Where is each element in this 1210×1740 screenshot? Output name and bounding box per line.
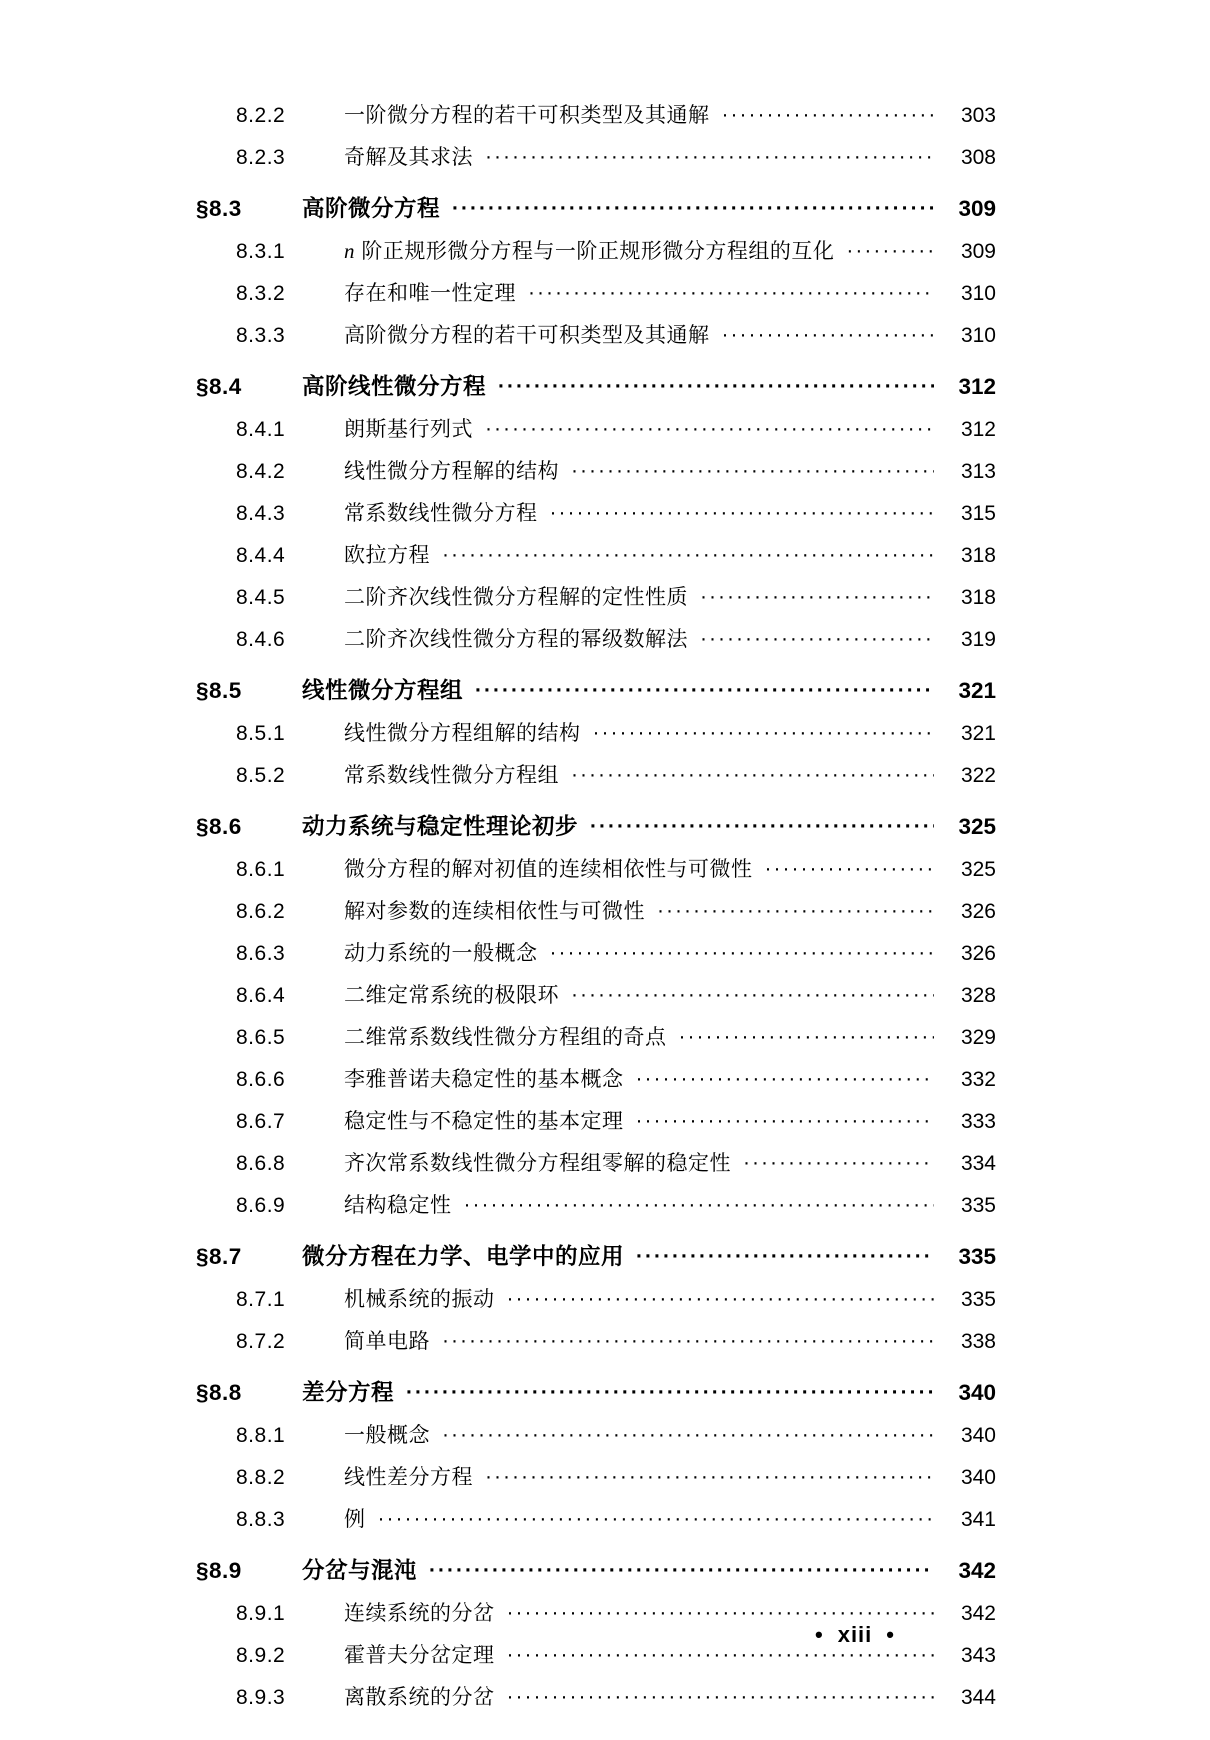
toc-entry-label-rest: 阶正规形微分方程与一阶正规形微分方程组的互化 xyxy=(355,240,835,263)
toc-entry-label: 例 xyxy=(344,1508,366,1531)
toc-entry-page: 321 xyxy=(958,677,996,703)
toc-entry-number: 8.6.2 xyxy=(236,900,286,923)
toc-leader-dots xyxy=(571,985,934,1006)
toc-entry[interactable] xyxy=(196,566,996,608)
toc-entry[interactable] xyxy=(196,1006,996,1048)
toc-leader-dots xyxy=(700,629,934,650)
toc-entry-number: 8.5.2 xyxy=(236,764,286,787)
toc-entry[interactable] xyxy=(196,964,996,1006)
toc-entry[interactable] xyxy=(196,1268,996,1310)
page-folio xyxy=(0,1622,1210,1648)
toc-entry-label: 结构稳定性 xyxy=(344,1194,452,1217)
toc-group-spacer xyxy=(196,1530,996,1540)
toc-entry-page: 322 xyxy=(960,764,996,787)
toc-entry[interactable] xyxy=(196,262,996,304)
toc-entry-page: 340 xyxy=(958,1379,996,1405)
toc-entry-number: §8.4 xyxy=(196,373,242,399)
toc-group-spacer xyxy=(196,1352,996,1362)
toc-leader-dots xyxy=(550,503,935,524)
toc-entry-number: 8.3.2 xyxy=(236,282,286,305)
toc-entry-number: 8.6.1 xyxy=(236,858,286,881)
toc-entry[interactable] xyxy=(196,220,996,262)
toc-entry-number: 8.9.1 xyxy=(236,1602,286,1625)
toc-entry[interactable] xyxy=(196,1666,996,1708)
toc-entry-number: 8.5.1 xyxy=(236,722,286,745)
toc-entry-page: 335 xyxy=(960,1194,996,1217)
toc-leader-dots xyxy=(475,681,934,702)
toc-entry[interactable] xyxy=(196,178,996,220)
toc-entry-label: 连续系统的分岔 xyxy=(344,1602,495,1625)
toc-entry-label: 高阶微分方程 xyxy=(302,195,441,221)
toc-entry-label: 二维定常系统的极限环 xyxy=(344,984,559,1007)
toc-entry[interactable] xyxy=(196,796,996,838)
toc-entry-label: 高阶线性微分方程 xyxy=(302,373,487,399)
toc-leader-dots xyxy=(464,1195,935,1216)
toc-entry-page: 338 xyxy=(960,1330,996,1353)
toc-entry-number: 8.6.6 xyxy=(236,1068,286,1091)
toc-entry-label: 一阶微分方程的若干可积类型及其通解 xyxy=(344,104,710,127)
toc-leader-dots xyxy=(700,587,934,608)
toc-entry-page: 344 xyxy=(960,1686,996,1709)
toc-entry-page: 333 xyxy=(960,1110,996,1133)
toc-leader-dots xyxy=(571,765,934,786)
toc-leader-dots xyxy=(442,1331,934,1352)
toc-entry-label: 离散系统的分岔 xyxy=(344,1686,495,1709)
toc-entry[interactable] xyxy=(196,1488,996,1530)
toc-entry-page: 313 xyxy=(960,460,996,483)
toc-entry-label: 动力系统的一般概念 xyxy=(344,942,538,965)
toc-group-spacer xyxy=(196,786,996,796)
toc-entry[interactable] xyxy=(196,398,996,440)
toc-entry-page: 340 xyxy=(960,1466,996,1489)
toc-entry-page: 318 xyxy=(960,544,996,567)
toc-entry-page: 342 xyxy=(960,1602,996,1625)
toc-entry-label: 高阶微分方程的若干可积类型及其通解 xyxy=(344,324,710,347)
toc-entry-number: §8.8 xyxy=(196,1379,242,1405)
toc-entry-number: 8.8.3 xyxy=(236,1508,286,1531)
toc-leader-dots xyxy=(507,1289,935,1310)
toc-entry[interactable] xyxy=(196,1310,996,1352)
toc-leader-dots xyxy=(452,199,934,220)
toc-entry[interactable] xyxy=(196,880,996,922)
toc-entry-label: 齐次常系数线性微分方程组零解的稳定性 xyxy=(344,1152,731,1175)
toc-leader-dots xyxy=(550,943,935,964)
toc-entry-number: 8.6.7 xyxy=(236,1110,286,1133)
toc-leader-dots xyxy=(722,105,935,126)
toc-entry-number: 8.7.2 xyxy=(236,1330,286,1353)
toc-entry[interactable] xyxy=(196,440,996,482)
toc-entry[interactable] xyxy=(196,702,996,744)
toc-entry-number: 8.4.4 xyxy=(236,544,286,567)
toc-entry-label: 常系数线性微分方程 xyxy=(344,502,538,525)
toc-entry-number: 8.9.3 xyxy=(236,1686,286,1709)
toc-entry-page: 325 xyxy=(958,813,996,839)
toc-entry-number: §8.3 xyxy=(196,195,242,221)
toc-entry[interactable] xyxy=(196,1446,996,1488)
toc-entry-number: 8.4.2 xyxy=(236,460,286,483)
toc-entry-number: §8.5 xyxy=(196,677,242,703)
toc-entry[interactable] xyxy=(196,1090,996,1132)
toc-entry-page: 332 xyxy=(960,1068,996,1091)
toc-group-spacer xyxy=(196,650,996,660)
folio-right-dot: • xyxy=(886,1622,895,1647)
toc-entry[interactable] xyxy=(196,744,996,786)
toc-entry[interactable] xyxy=(196,356,996,398)
toc-leader-dots xyxy=(507,1687,935,1708)
toc-entry-page: 309 xyxy=(960,240,996,263)
toc-leader-dots xyxy=(442,1425,934,1446)
toc-entry-number: 8.2.3 xyxy=(236,146,286,169)
toc-leader-dots xyxy=(485,1467,934,1488)
toc-leader-dots xyxy=(590,817,934,838)
toc-entry-number: §8.7 xyxy=(196,1243,242,1269)
toc-entry-label: 欧拉方程 xyxy=(344,544,430,567)
toc-entry-number: 8.6.4 xyxy=(236,984,286,1007)
toc-entry-number: 8.4.5 xyxy=(236,586,286,609)
toc-entry-number: 8.6.5 xyxy=(236,1026,286,1049)
toc-entry-page: 342 xyxy=(958,1557,996,1583)
toc-entry-number: 8.8.1 xyxy=(236,1424,286,1447)
toc-entry-page: 335 xyxy=(960,1288,996,1311)
toc-entry-label: 分岔与混沌 xyxy=(302,1557,418,1583)
toc-entry-label: 差分方程 xyxy=(302,1379,395,1405)
toc-entry-label: 线性微分方程组解的结构 xyxy=(344,722,581,745)
toc-leader-dots xyxy=(679,1027,935,1048)
toc-leader-dots xyxy=(507,1645,935,1666)
toc-entry-page: 310 xyxy=(960,324,996,347)
toc-entry-number: 8.4.6 xyxy=(236,628,286,651)
toc-entry-label: 存在和唯一性定理 xyxy=(344,282,516,305)
toc-entry[interactable] xyxy=(196,84,996,126)
toc-leader-dots xyxy=(722,325,935,346)
toc-leader-dots xyxy=(442,545,934,566)
toc-entry-label: 动力系统与稳定性理论初步 xyxy=(302,813,579,839)
toc-group-spacer xyxy=(196,168,996,178)
toc-leader-dots xyxy=(429,1561,934,1582)
toc-leader-dots xyxy=(507,1603,935,1624)
toc-entry-page: 303 xyxy=(960,104,996,127)
toc-entry-page: 321 xyxy=(960,722,996,745)
toc-entry-page: 334 xyxy=(960,1152,996,1175)
toc-entry[interactable] xyxy=(196,304,996,346)
toc-leader-dots xyxy=(485,419,934,440)
toc-entry-label: 常系数线性微分方程组 xyxy=(344,764,559,787)
toc-entry-number: 8.4.3 xyxy=(236,502,286,525)
toc-entry-label: 解对参数的连续相依性与可微性 xyxy=(344,900,645,923)
toc-entry[interactable] xyxy=(196,1362,996,1404)
toc-leader-dots xyxy=(485,147,934,168)
toc-entry-label: 奇解及其求法 xyxy=(344,146,473,169)
toc-entry-number: 8.6.8 xyxy=(236,1152,286,1175)
toc-entry-label: 简单电路 xyxy=(344,1330,430,1353)
italic-variable: n xyxy=(344,239,355,263)
toc-entry-page: 341 xyxy=(960,1508,996,1531)
toc-leader-dots xyxy=(528,283,934,304)
toc-entry[interactable] xyxy=(196,1132,996,1174)
toc-entry-label: 二阶齐次线性微分方程解的定性性质 xyxy=(344,586,688,609)
toc-entry-label: 二维常系数线性微分方程组的奇点 xyxy=(344,1026,667,1049)
toc-group-spacer xyxy=(196,1216,996,1226)
toc-entry-page: 325 xyxy=(960,858,996,881)
toc-entry[interactable] xyxy=(196,1226,996,1268)
toc-entry[interactable] xyxy=(196,1540,996,1582)
toc-entry-number: 8.9.2 xyxy=(236,1644,286,1667)
toc-entry-page: 318 xyxy=(960,586,996,609)
toc-leader-dots xyxy=(657,901,934,922)
toc-entry[interactable] xyxy=(196,1174,996,1216)
toc-leader-dots xyxy=(571,461,934,482)
toc-entry[interactable] xyxy=(196,608,996,650)
toc-leader-dots xyxy=(743,1153,934,1174)
toc-entry-label: 稳定性与不稳定性的基本定理 xyxy=(344,1110,624,1133)
toc-entry-page: 329 xyxy=(960,1026,996,1049)
toc-entry-page: 328 xyxy=(960,984,996,1007)
toc-entry-page: 312 xyxy=(960,418,996,441)
toc-entry-number: 8.2.2 xyxy=(236,104,286,127)
toc-entry-label: 李雅普诺夫稳定性的基本概念 xyxy=(344,1068,624,1091)
toc-entry-number: §8.9 xyxy=(196,1557,242,1583)
toc-entry-page: 326 xyxy=(960,942,996,965)
toc-entry-page: 310 xyxy=(960,282,996,305)
toc-entry[interactable] xyxy=(196,1582,996,1624)
toc-entry[interactable] xyxy=(196,524,996,566)
folio-left-dot: • xyxy=(815,1622,824,1647)
toc-entry-label: 朗斯基行列式 xyxy=(344,418,473,441)
toc-entry-page: 315 xyxy=(960,502,996,525)
toc-entry-label: 二阶齐次线性微分方程的幂级数解法 xyxy=(344,628,688,651)
toc-entry-label: 霍普夫分岔定理 xyxy=(344,1644,495,1667)
toc-entry-number: 8.3.1 xyxy=(236,240,286,263)
toc-leader-dots xyxy=(406,1383,934,1404)
toc-group-spacer xyxy=(196,346,996,356)
toc-entry[interactable] xyxy=(196,922,996,964)
toc-entry-page: 326 xyxy=(960,900,996,923)
toc-entry-page: 319 xyxy=(960,628,996,651)
toc-leader-dots xyxy=(636,1247,934,1268)
toc-entry[interactable] xyxy=(196,838,996,880)
toc-entry-number: §8.6 xyxy=(196,813,242,839)
toc-entry-number: 8.8.2 xyxy=(236,1466,286,1489)
toc-entry-label: 微分方程的解对初值的连续相依性与可微性 xyxy=(344,858,753,881)
toc-entry-page: 343 xyxy=(960,1644,996,1667)
toc-entry-label: 微分方程在力学、电学中的应用 xyxy=(302,1243,625,1269)
toc-entry[interactable] xyxy=(196,660,996,702)
toc-entry-label: 线性微分方程组 xyxy=(302,677,464,703)
toc-entry-page: 312 xyxy=(958,373,996,399)
toc-entry-number: 8.6.9 xyxy=(236,1194,286,1217)
toc-entry-number: 8.4.1 xyxy=(236,418,286,441)
toc-entry[interactable] xyxy=(196,126,996,168)
toc-entry[interactable] xyxy=(196,482,996,524)
folio-number: xiii xyxy=(837,1622,873,1647)
toc-entry[interactable] xyxy=(196,1048,996,1090)
toc-entry-page: 309 xyxy=(958,195,996,221)
toc-entry-label: 线性微分方程解的结构 xyxy=(344,460,559,483)
toc-leader-dots xyxy=(636,1069,935,1090)
toc-entry-label: 一般概念 xyxy=(344,1424,430,1447)
toc-entry-number: 8.7.1 xyxy=(236,1288,286,1311)
toc-leader-dots xyxy=(846,241,934,262)
toc-leader-dots xyxy=(498,377,934,398)
toc-entry-page: 340 xyxy=(960,1424,996,1447)
toc-entry-page: 308 xyxy=(960,146,996,169)
toc-entry-label: 机械系统的振动 xyxy=(344,1288,495,1311)
toc-leader-dots xyxy=(636,1111,935,1132)
toc-leader-dots xyxy=(765,859,935,880)
toc-leader-dots xyxy=(378,1509,935,1530)
toc-entry-label: 线性差分方程 xyxy=(344,1466,473,1489)
toc-entry-number: 8.6.3 xyxy=(236,942,286,965)
toc-entry-number: 8.3.3 xyxy=(236,324,286,347)
toc-list xyxy=(196,84,996,1708)
toc-entry-label xyxy=(344,241,834,262)
toc-leader-dots xyxy=(593,723,935,744)
toc-entry-page: 335 xyxy=(958,1243,996,1269)
toc-entry[interactable] xyxy=(196,1404,996,1446)
